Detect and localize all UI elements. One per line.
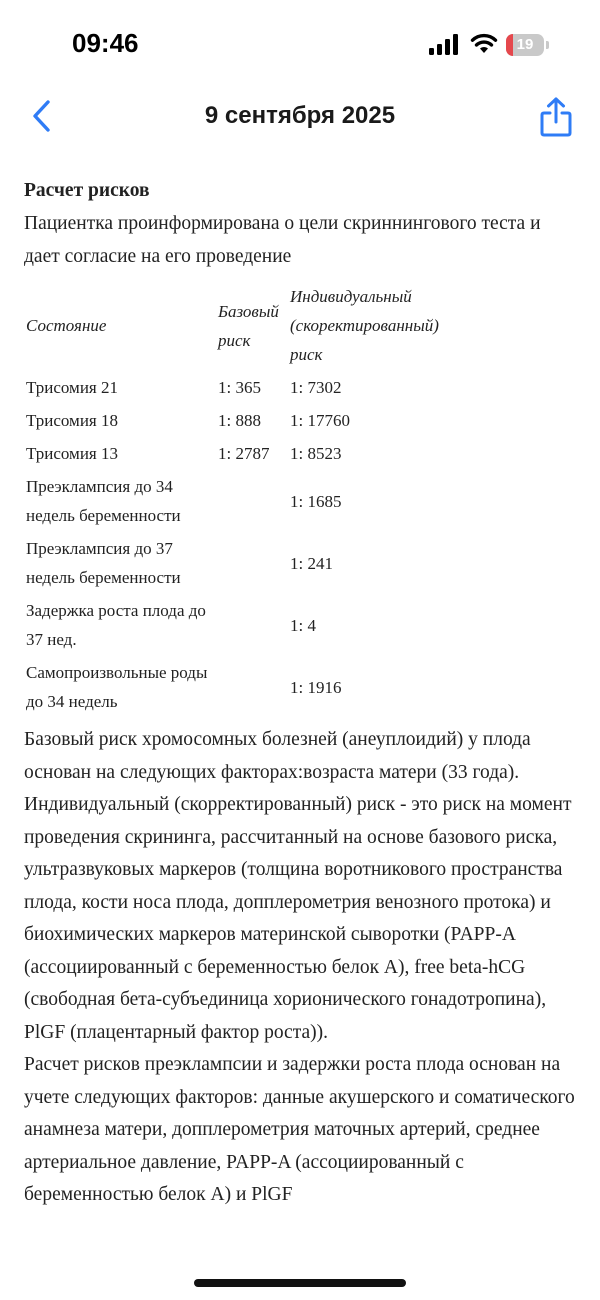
consent-text: Пациентка проинформирована о цели скриннингового теста и дает согласие на его проведение bbox=[24, 213, 541, 267]
table-row bbox=[24, 437, 474, 470]
row-state: Задержка роста плода до 37 нед. bbox=[26, 601, 206, 649]
status-time: 09:46 bbox=[72, 28, 139, 58]
cellular-signal-icon bbox=[429, 34, 461, 56]
table-row bbox=[24, 470, 474, 532]
status-bar bbox=[0, 0, 600, 90]
section-title: Расчет рисков bbox=[24, 180, 150, 201]
table-row bbox=[24, 656, 474, 718]
navigation-bar bbox=[0, 90, 600, 150]
share-icon[interactable] bbox=[538, 96, 574, 138]
battery-icon bbox=[506, 34, 550, 56]
home-indicator[interactable] bbox=[194, 1279, 406, 1287]
row-state: Трисомия 18 bbox=[26, 411, 118, 430]
header-individual-risk: Индивидуальный (скоректированный) риск bbox=[290, 287, 439, 364]
report-content bbox=[24, 174, 580, 1212]
row-state: Самопроизвольные роды до 34 недель bbox=[26, 663, 208, 711]
table-row bbox=[24, 404, 474, 437]
row-individual-risk: 1: 8523 bbox=[290, 444, 342, 463]
row-individual-risk: 1: 1916 bbox=[290, 677, 342, 697]
row-individual-risk-highlight: 1: 4 bbox=[290, 615, 316, 635]
row-individual-risk: 1: 17760 bbox=[290, 411, 350, 430]
row-state: Трисомия 21 bbox=[26, 378, 118, 397]
table-row bbox=[24, 594, 474, 656]
table-row bbox=[24, 532, 474, 594]
preeclampsia-explanation: Расчет рисков преэклампсии и задержки роста плода основан на учете следующих факторов: данные акушерского и соматического анамнеза матери, допплерометрия маточных артерий, среднее артериальное давление, PAPP-A (ассоциированный с беременностью белок А) и PlGF bbox=[24, 1054, 575, 1205]
wifi-icon bbox=[470, 32, 498, 54]
row-base-risk: 1: 888 bbox=[218, 411, 261, 430]
row-base-risk bbox=[216, 532, 288, 594]
row-base-risk bbox=[216, 470, 288, 532]
row-individual-risk: 1: 7302 bbox=[290, 378, 342, 397]
row-base-risk bbox=[216, 656, 288, 718]
base-risk-explanation: Базовый риск хромосомных болезней (анеуплоидий) у плода основан на следующих факторах:возраста матери (33 года). Индивидуальный (скорректированный) риск - это риск на момент проведения скрининга, рассчитанный на основе базового риска, ультразвуковых маркеров (толщина воротникового пространства плода, кости носа плода, допплерометрия венозного протока) и биохимических маркеров материнской сыворотки (PAPP-A (ассоциированный с беременностью белок А), free beta-hCG (свободная бета-субъединица хорионического гонадотропина), PlGF (плацентарный фактор роста)). bbox=[24, 729, 572, 1043]
row-individual-risk: 1: 1685 bbox=[290, 491, 342, 511]
row-base-risk: 1: 2787 bbox=[218, 444, 270, 463]
row-base-risk: 1: 365 bbox=[218, 378, 261, 397]
battery-level: 19 bbox=[516, 36, 534, 53]
row-state: Трисомия 13 bbox=[26, 444, 118, 463]
table-row bbox=[24, 371, 474, 404]
row-individual-risk: 1: 241 bbox=[290, 553, 333, 573]
table-header-row bbox=[24, 281, 474, 371]
row-state: Преэклампсия до 34 недель беременности bbox=[26, 477, 181, 525]
header-state: Состояние bbox=[26, 316, 107, 335]
risk-table bbox=[24, 281, 474, 718]
row-state: Преэклампсия до 37 недель беременности bbox=[26, 539, 181, 587]
page-title: 9 сентября 2025 bbox=[204, 102, 396, 129]
row-base-risk bbox=[216, 594, 288, 656]
header-base-risk: Базовый риск bbox=[218, 301, 279, 350]
